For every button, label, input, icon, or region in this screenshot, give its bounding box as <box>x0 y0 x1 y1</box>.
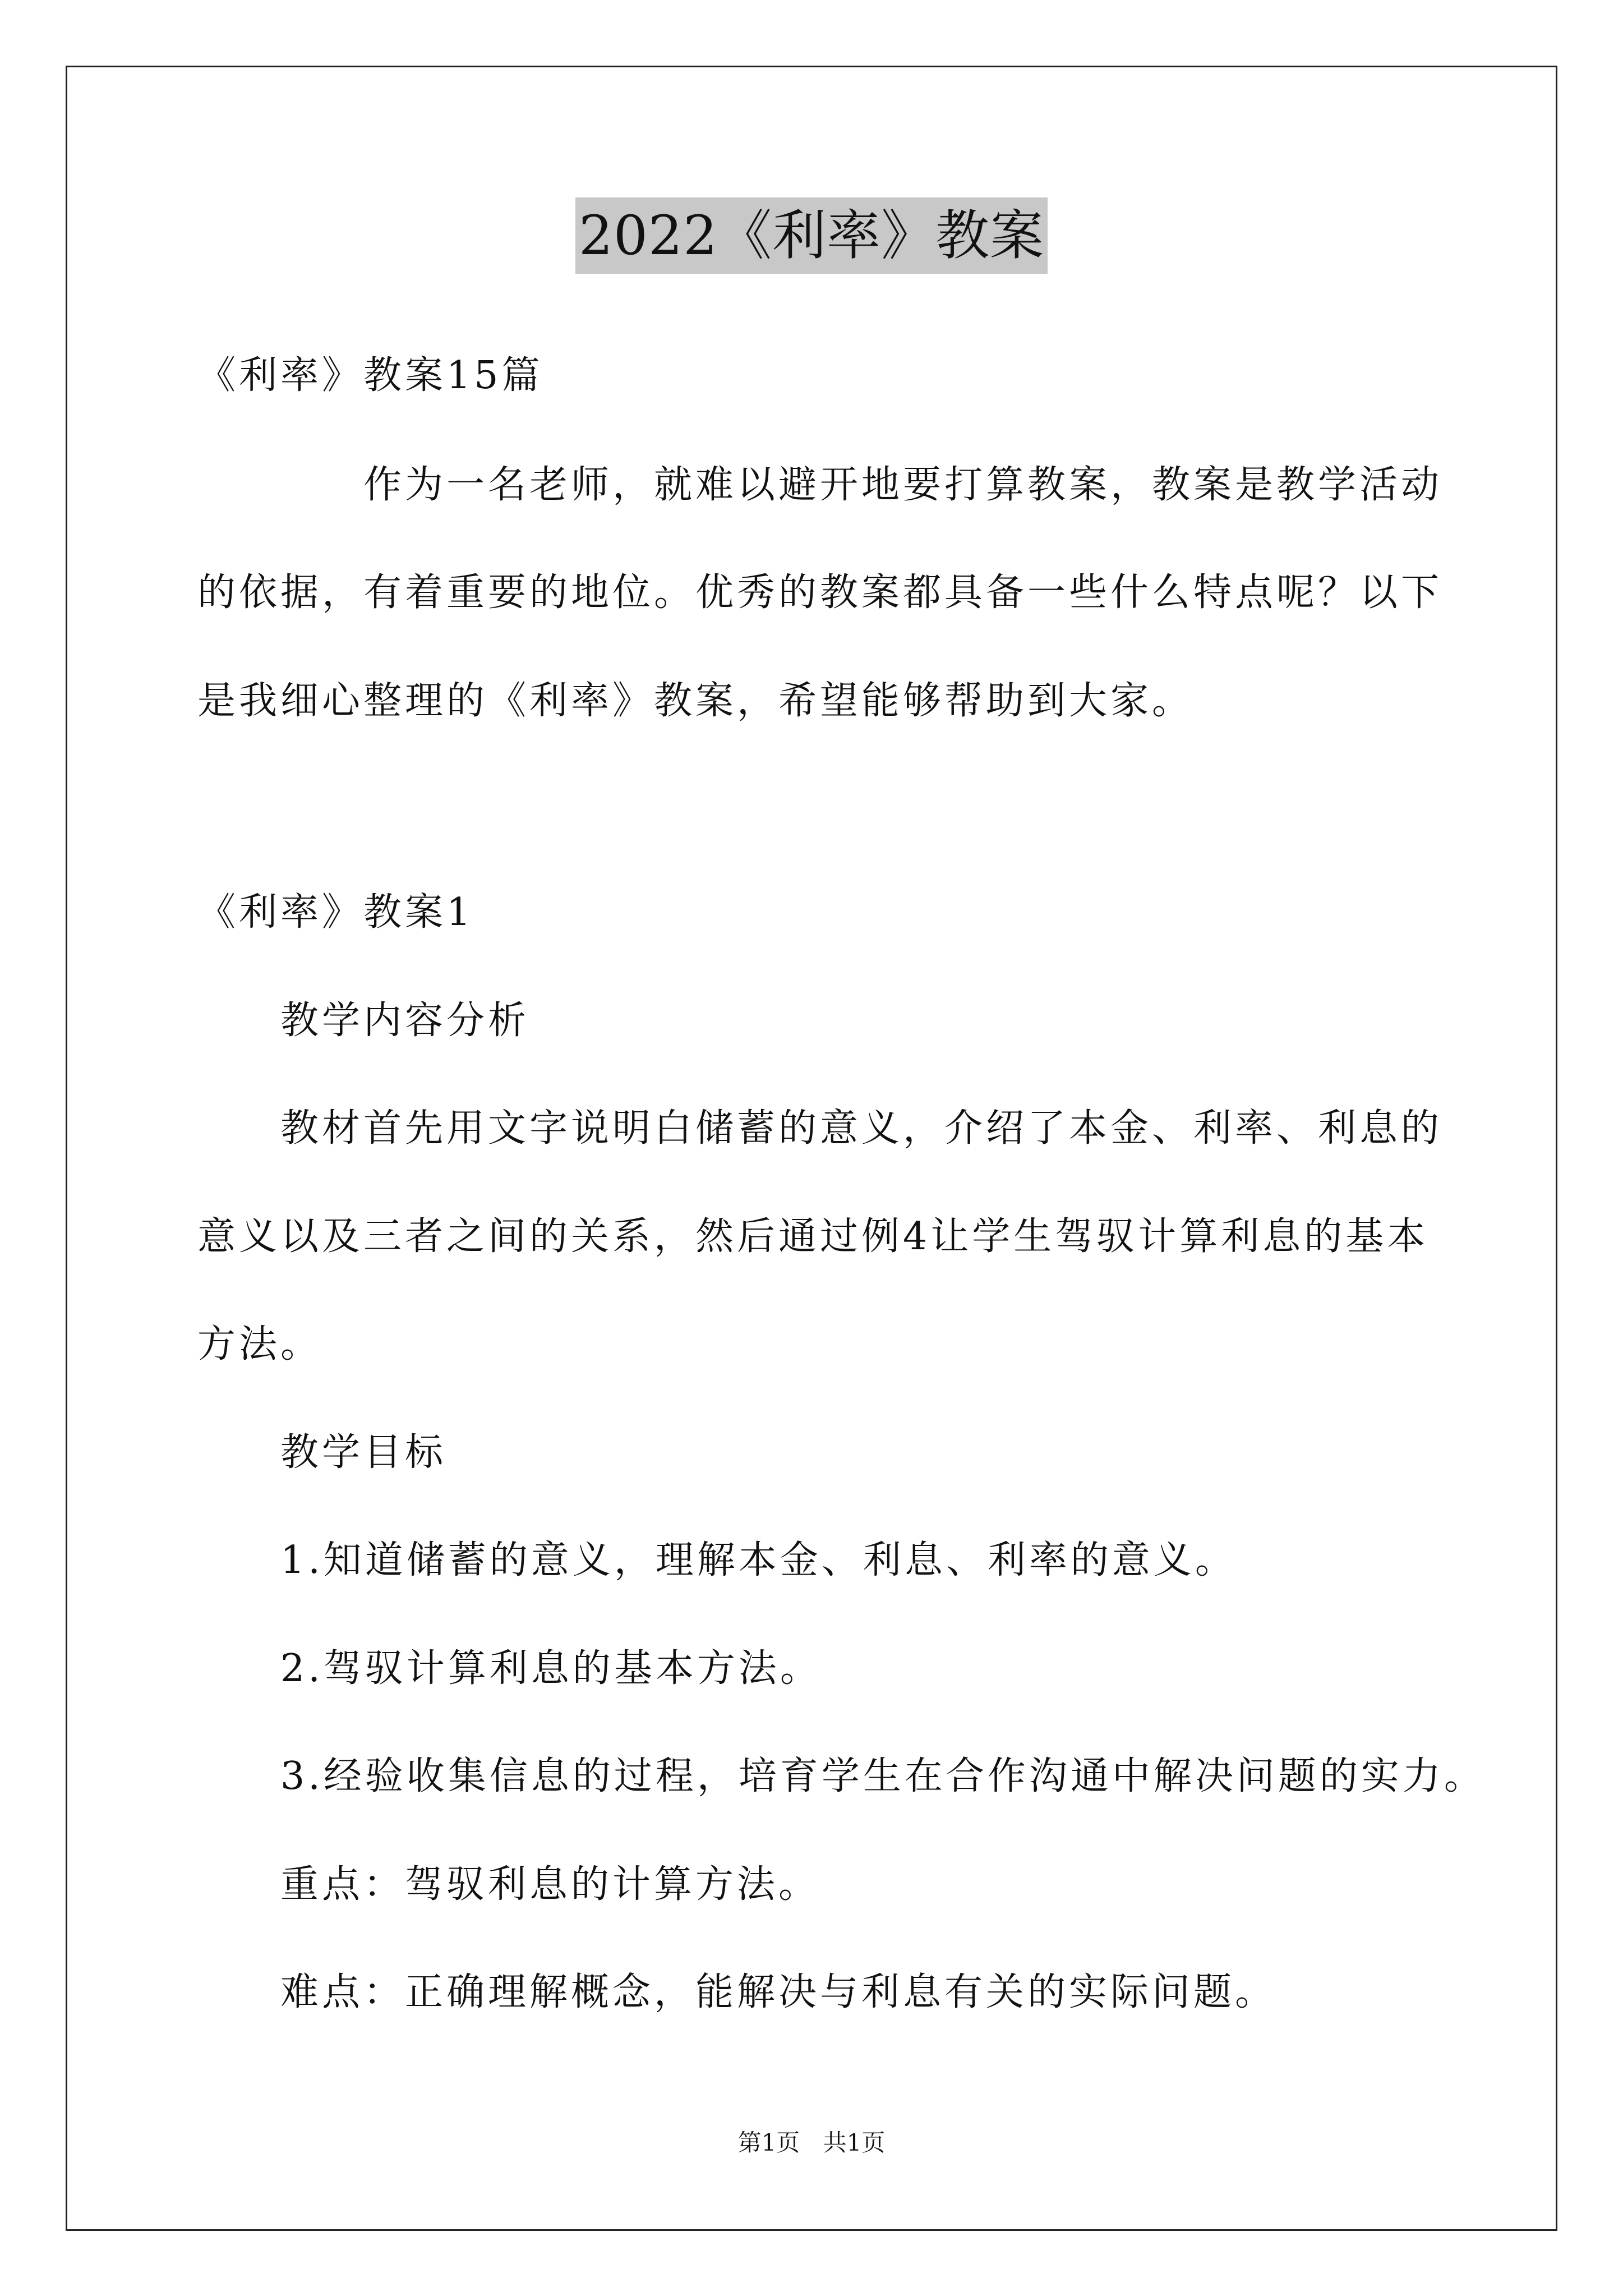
content-line-3: 方法。 <box>197 1322 322 1366</box>
difficulty-point: 难点：正确理解概念，能解决与利息有关的实际问题。 <box>280 1970 1277 2014</box>
intro-line-2: 的依据，有着重要的地位。优秀的教案都具备一些什么特点呢？以下 <box>197 570 1443 615</box>
page-number-current: 第1页 <box>737 2129 800 2156</box>
content-line-1: 教材首先用文字说明白储蓄的意义，介绍了本金、利率、利息的 <box>280 1106 1443 1151</box>
goal-item-1: 1.知道储蓄的意义，理解本金、利息、利率的意义。 <box>280 1538 1237 1582</box>
goal-item-2: 2.驾驭计算利息的基本方法。 <box>280 1646 822 1691</box>
key-point: 重点：驾驭利息的计算方法。 <box>280 1862 820 1907</box>
document-title: 2022《利率》教案 <box>575 197 1048 274</box>
content-line-2: 意义以及三者之间的关系，然后通过例4让学生驾驭计算利息的基本 <box>197 1214 1429 1259</box>
content-heading: 教学内容分析 <box>280 999 530 1043</box>
intro-line-1: 作为一名老师，就难以避开地要打算教案，教案是教学活动 <box>363 463 1443 507</box>
intro-line-3: 是我细心整理的《利率》教案，希望能够帮助到大家。 <box>197 679 1194 723</box>
page-footer <box>0 2126 1623 2160</box>
title-container <box>0 197 1623 274</box>
section-heading: 《利率》教案1 <box>197 890 474 935</box>
goals-heading: 教学目标 <box>280 1430 447 1475</box>
document-subtitle: 《利率》教案15篇 <box>197 353 543 398</box>
goal-item-3: 3.经验收集信息的过程，培育学生在合作沟通中解决问题的实力。 <box>280 1754 1486 1798</box>
page-number-total: 共1页 <box>823 2129 886 2156</box>
